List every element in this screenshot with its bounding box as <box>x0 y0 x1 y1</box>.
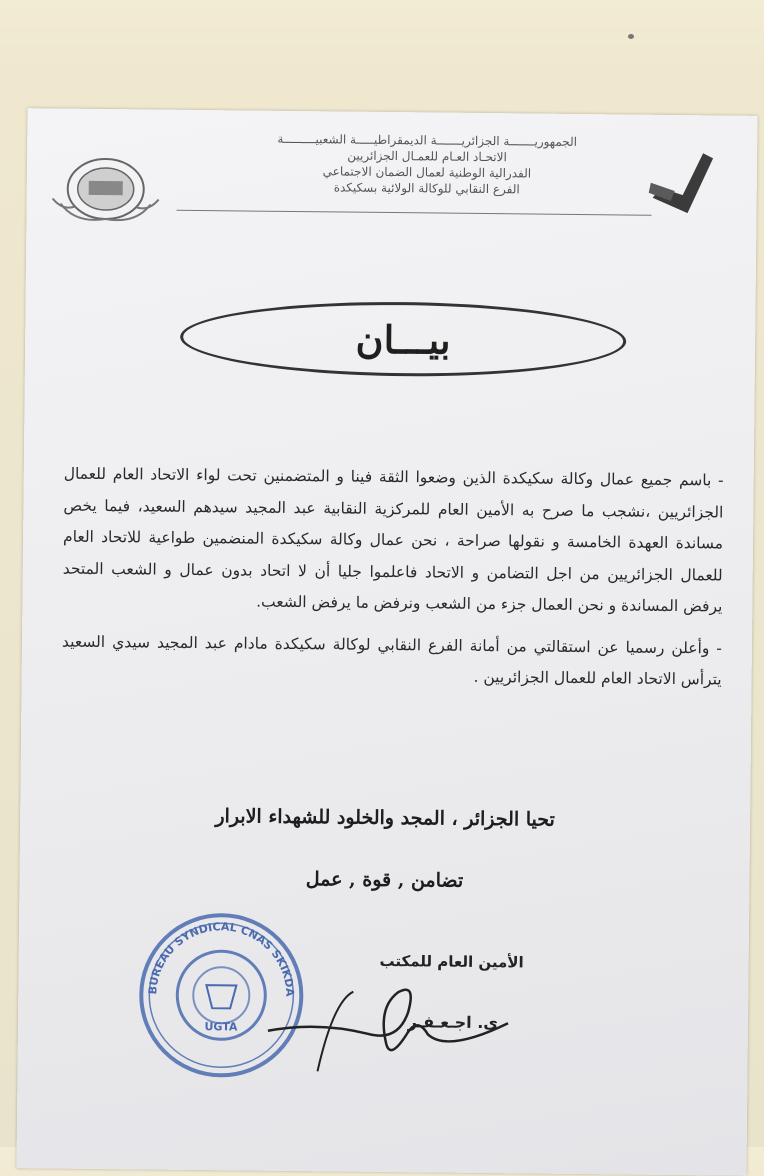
statement-body <box>61 459 723 706</box>
header-divider <box>177 210 652 216</box>
union-motto: تضامن , قوة , عمل <box>305 868 464 892</box>
statement-paragraph-1: - باسم جميع عمال وكالة سكيكدة الذين وضعوا الثقة فينا و المتضمنين تحت لواء الاتحاد العام للعمال الجزائريين ،نشجب ما صرح به الأمين العام للمركزية النقابية عبد المجيد سيدهم السعيد، فيما يخص مساندة العهدة الخامسة و نقولها صراحة ، نحن عمال وكالة سكيكدة المنضمين طواعية للاتحاد العام للعمال الجزائريين من اجل التضامن و الاتحاد فاعلموا جليا أن لا اتحاد بدون عمال و الشعب المتحد يرفض المساندة و نحن العمال جزء من الشعب ونرفض ما يرفض الشعب. <box>62 464 724 616</box>
closing-slogan: تحيا الجزائر ، المجد والخلود للشهداء الابرار <box>215 805 555 831</box>
document-title: بيـــان <box>180 300 627 379</box>
paper-speck <box>628 34 634 39</box>
ugta-emblem-logo <box>40 148 171 233</box>
signature-title: الأمين العام للمكتب <box>379 951 524 972</box>
document-page <box>16 108 757 1176</box>
header-line-republic: الجمهوريـــــــة الجزائريـــــــة الديمقراطيـــــة الشعبيـــــــــة <box>277 131 578 149</box>
header-line-branch: الفرع النقابي للوكالة الولائية بسكيكدة <box>333 180 520 197</box>
statement-paragraph-2: - وأعلن رسميا عن استقالتي من أمانة الفرع النقابي لوكالة سكيكدة مادام عبد المجيد سيدي السعيد يترأس الاتحاد العام للعمال الجزائريين . <box>61 632 723 689</box>
signatory-name: ي. اجـعـفـر <box>407 1012 499 1033</box>
cnas-logo <box>642 143 723 228</box>
letterhead-text <box>247 131 608 199</box>
header-line-union: الاتحـاد العـام للعمـال الجزائريين <box>347 148 507 165</box>
stamp-inner-text: UGTA <box>204 1020 238 1034</box>
header-line-federation: الفدرالية الوطنية لعمال الضمان الاجتماعي <box>322 164 532 181</box>
stamp-outer-text: BUREAU SYNDICAL CNAS SKIKDA <box>146 920 297 997</box>
